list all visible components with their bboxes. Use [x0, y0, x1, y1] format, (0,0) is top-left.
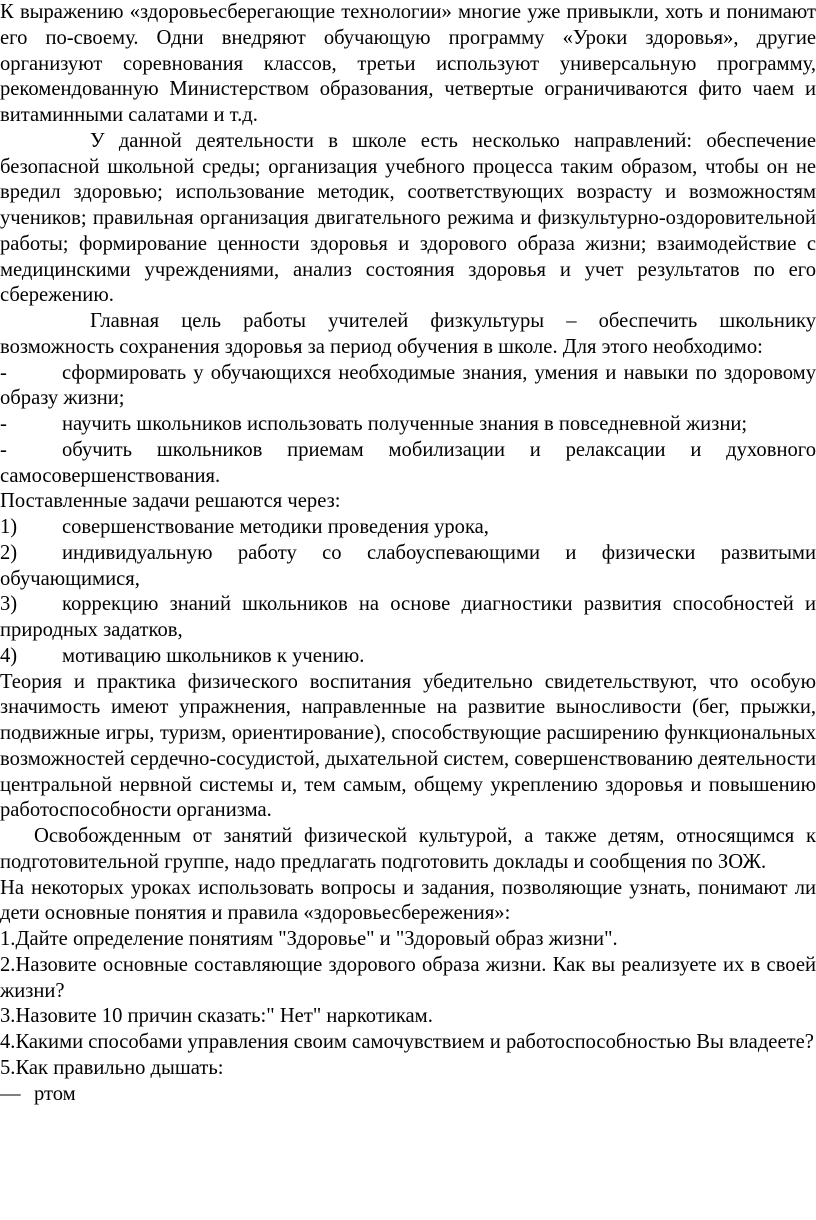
task-text: коррекцию знаний школьников на основе диагностики развития способностей и природных задатков,: [0, 593, 816, 641]
paragraph-main-goal: Главная цель работы учителей физкультуры – обеспечить школьнику возможность сохранения здоровья за период обучения в школе. Для этого необходимо:: [0, 310, 816, 358]
list-marker: -: [0, 413, 7, 435]
task-text: совершенствование методики проведения урока,: [62, 516, 489, 538]
paragraph-intro: К выражению «здоровьесберегающие технологии» многие уже привыкли, хоть и понимают его по-своему. Одни внедряют обучающую программу «Уроки здоровья», другие организуют соревнования классов, третьи используют универсальную программу, рекомендованную Министерством образования, четвертые ограничиваются фито чаем и витаминными салатами и т.д.: [0, 1, 816, 126]
goal-text: сформировать у обучающихся необходимые знания, умения и навыки по здоровому образу жизни;: [0, 361, 816, 410]
list-marker: 1): [0, 516, 18, 538]
question-item: 1.Дайте определение понятиям "Здоровье" и "Здоровый образ жизни".: [0, 928, 618, 950]
list-marker: 3): [0, 593, 18, 616]
task-text: мотивацию школьников к учению.: [62, 644, 365, 667]
task-text: индивидуальную работу со слабоуспевающими и физически развитыми обучающимися,: [0, 541, 816, 590]
answer-text: ртом: [34, 1082, 76, 1105]
goal-item: [0, 438, 816, 490]
paragraph-exempted: Освобожденным от занятий физической культурой, а также детям, относящимся к подготовительной группе, надо предлагать подготовить доклады и сообщения по ЗОЖ.: [0, 825, 816, 873]
goal-item: [0, 361, 816, 413]
question-item: 2.Назовите основные составляющие здорового образа жизни. Как вы реализуете их в своей жизни?: [0, 953, 816, 1002]
list-marker: —: [0, 1082, 21, 1105]
list-marker: 2): [0, 541, 18, 564]
question-item: 5.Как правильно дышать:: [0, 1056, 224, 1079]
list-marker: 4): [0, 644, 18, 667]
list-marker: -: [0, 438, 7, 461]
paragraph-tasks-intro: Поставленные задачи решаются через:: [0, 490, 341, 513]
list-marker: -: [0, 361, 7, 384]
goal-item: [0, 412, 816, 438]
paragraph-questions-intro: На некоторых уроках использовать вопросы и задания, позволяющие узнать, понимают ли дети основные понятия и правила «здоровьесбережения»:: [0, 876, 816, 925]
paragraph-directions: У данной деятельности в школе есть несколько направлений: обеспечение безопасной школьной среды; организация учебного процесса таким образом, чтобы он не вредил здоровью; использование методик, соответствующих возрасту и возможностям учеников; правильная организация двигательного режима и физкультурно-оздоровительной работы; формирование ценности здоровья и здорового образа жизни; взаимодействие с медицинскими учреждениями, анализ состояния здоровья и учет результатов по его сбережению.: [0, 129, 816, 307]
task-item: [0, 592, 816, 644]
task-item: [0, 541, 816, 593]
goal-text: научить школьников использовать полученные знания в повседневной жизни;: [62, 413, 748, 435]
question-item: 3.Назовите 10 причин сказать:" Нет" наркотикам.: [0, 1005, 433, 1028]
question-item: 4.Какими способами управления своим самочувствием и работоспособностью Вы владеете?: [0, 1031, 814, 1053]
task-item: [0, 644, 816, 670]
task-item: [0, 515, 816, 541]
goal-text: обучить школьников приемам мобилизации и релаксации и духовного самосовершенствования.: [0, 438, 816, 487]
answer-option: [0, 1082, 816, 1108]
paragraph-theory: Теория и практика физического воспитания убедительно свидетельствуют, что особую значимость имеют упражнения, направленные на развитие выносливости (бег, прыжки, подвижные игры, туризм, ориентирование), способствующие расширению функциональных возможностей сердечно-сосудистой, дыхательной систем, совершенствованию деятельности центральной нервной системы и, тем самым, общему укреплению здоровья и повышению работоспособности организма.: [0, 670, 816, 822]
